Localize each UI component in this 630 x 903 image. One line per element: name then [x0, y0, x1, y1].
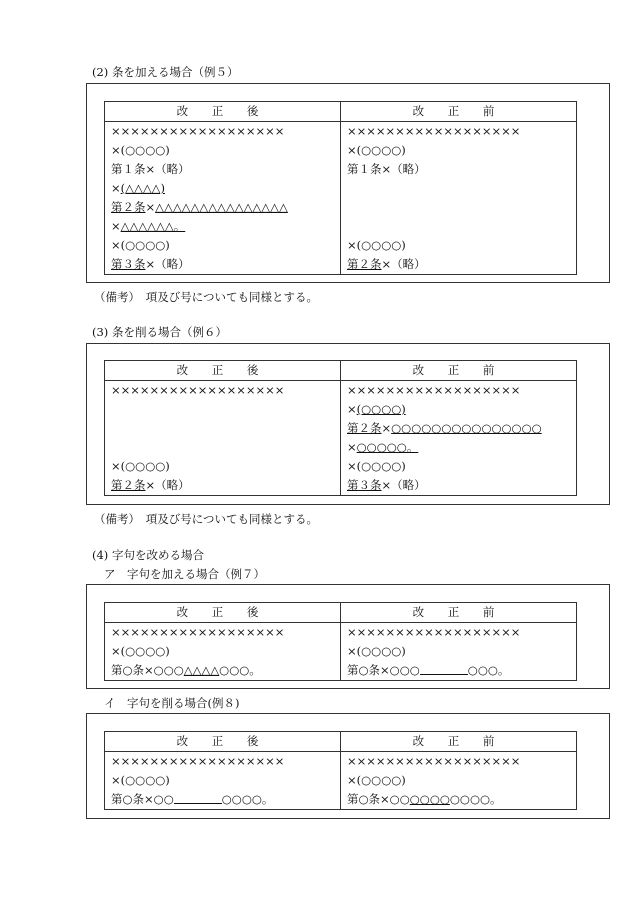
cell-text: ×(○○○○) — [347, 644, 406, 658]
underlined-text: 第３条 — [111, 257, 146, 271]
cell-after — [105, 771, 341, 790]
cell-after — [105, 438, 341, 457]
table-row — [105, 771, 577, 790]
column-header-before: 改 正 前 — [341, 732, 577, 752]
cell-before — [341, 141, 577, 160]
section-2-comparison-table — [104, 101, 577, 275]
cell-text: ×(○○○○) — [111, 143, 170, 157]
cell-text: 第１条×（略） — [111, 162, 190, 176]
table-row — [105, 790, 577, 810]
cell-before — [341, 122, 577, 142]
cell-after — [105, 457, 341, 476]
cell-before — [341, 179, 577, 198]
cell-text: ×（略） — [145, 478, 190, 492]
cell-before — [341, 381, 577, 401]
column-header-after: 改 正 後 — [105, 603, 341, 623]
cell-before — [341, 771, 577, 790]
cell-after — [105, 642, 341, 661]
cell-after — [105, 217, 341, 236]
cell-before — [341, 419, 577, 438]
column-header-before: 改 正 前 — [341, 102, 577, 122]
cell-after — [105, 419, 341, 438]
cell-before — [341, 255, 577, 275]
column-header-after: 改 正 後 — [105, 361, 341, 381]
table-row — [105, 752, 577, 772]
cell-text: ×××××××××××××××××× — [111, 625, 285, 639]
cell-before — [341, 438, 577, 457]
cell-text: ×××××××××××××××××× — [111, 754, 285, 768]
table-row — [105, 217, 577, 236]
cell-after — [105, 623, 341, 643]
cell-after — [105, 122, 341, 142]
cell-text: ○○○○。 — [221, 792, 274, 806]
underlined-text: (○○○○) — [356, 402, 406, 416]
cell-after — [105, 476, 341, 496]
cell-text: ×××××××××××××××××× — [111, 383, 285, 397]
table-row — [105, 236, 577, 255]
underlined-text: ○○○○○。 — [356, 440, 419, 454]
underlined-text: 第２条 — [347, 257, 382, 271]
cell-before — [341, 790, 577, 810]
cell-after — [105, 236, 341, 255]
cell-text: ×(○○○○) — [111, 773, 170, 787]
underlined-text: 第３条 — [347, 478, 382, 492]
section-2-heading: (2) 条を加える場合（例５） — [92, 65, 239, 79]
cell-text: ○○○○。 — [449, 792, 502, 806]
table-row — [105, 457, 577, 476]
section-4b-comparison-table — [104, 731, 577, 810]
cell-text: × — [381, 421, 392, 435]
cell-text: ×××××××××××××××××× — [347, 383, 521, 397]
column-header-after: 改 正 後 — [105, 102, 341, 122]
cell-after — [105, 752, 341, 772]
cell-text: ×(○○○○) — [111, 459, 170, 473]
cell-text: 第○条×○○○ — [347, 663, 420, 677]
cell-before — [341, 400, 577, 419]
section-2-note: （備考） 項及び号についても同様とする。 — [94, 290, 319, 304]
cell-after — [105, 198, 341, 217]
cell-text: 第１条×（略） — [347, 162, 426, 176]
cell-text: × — [347, 402, 357, 416]
table-row — [105, 122, 577, 142]
section-4a-subheading: ア 字句を加える場合（例７） — [104, 567, 265, 581]
table-row — [105, 661, 577, 681]
underlined-text: 第２条 — [347, 421, 382, 435]
cell-text: ×××××××××××××××××× — [111, 124, 285, 138]
section-4b-heading: イ 字句を削る場合(例８) — [104, 696, 240, 710]
section-3-heading: (3) 条を削る場合（例６） — [92, 325, 227, 339]
table-row — [105, 255, 577, 275]
insertion-blank — [420, 662, 468, 675]
cell-after — [105, 141, 341, 160]
underlined-text: △△△△△△△△△△△△△△△ — [155, 200, 288, 214]
cell-text: × — [111, 219, 121, 233]
cell-before — [341, 623, 577, 643]
cell-after — [105, 400, 341, 419]
cell-text: ×(○○○○) — [347, 773, 406, 787]
cell-after — [105, 790, 341, 810]
cell-text: × — [111, 181, 121, 195]
cell-text: ×（略） — [381, 257, 426, 271]
cell-text: 第○条×○○○ — [111, 663, 184, 677]
cell-before — [341, 198, 577, 217]
column-header-before: 改 正 前 — [341, 361, 577, 381]
cell-text: ×××××××××××××××××× — [347, 124, 521, 138]
cell-text: ×(○○○○) — [111, 644, 170, 658]
cell-before — [341, 661, 577, 681]
table-row — [105, 381, 577, 401]
cell-text: 第○条×○○ — [111, 792, 174, 806]
cell-text: ×(○○○○) — [111, 238, 170, 252]
table-row — [105, 642, 577, 661]
table-row — [105, 141, 577, 160]
table-row — [105, 476, 577, 496]
cell-text: ×(○○○○) — [347, 143, 406, 157]
cell-after — [105, 179, 341, 198]
cell-before — [341, 217, 577, 236]
underlined-text: 第２条 — [111, 200, 146, 214]
underlined-text: △△△△△△。 — [120, 219, 186, 233]
column-header-before: 改 正 前 — [341, 603, 577, 623]
cell-before — [341, 236, 577, 255]
cell-text: ○○○。 — [467, 663, 510, 677]
cell-text: ×（略） — [381, 478, 426, 492]
cell-text: ×××××××××××××××××× — [347, 625, 521, 639]
cell-text: ×(○○○○) — [347, 238, 406, 252]
cell-after — [105, 160, 341, 179]
table-row — [105, 438, 577, 457]
cell-text: ×(○○○○) — [347, 459, 406, 473]
cell-text: × — [347, 440, 357, 454]
insertion-blank — [174, 791, 222, 804]
section-3-comparison-table — [104, 360, 577, 496]
underlined-text: 第２条 — [111, 478, 146, 492]
section-4a-comparison-table — [104, 602, 577, 681]
underlined-text: ○○○○○○○○○○○○○○○ — [391, 421, 542, 435]
cell-after — [105, 381, 341, 401]
cell-text: ×（略） — [145, 257, 190, 271]
table-row — [105, 179, 577, 198]
cell-text: × — [145, 200, 156, 214]
cell-after — [105, 661, 341, 681]
cell-before — [341, 642, 577, 661]
cell-text: 第○条×○○ — [347, 792, 410, 806]
cell-after — [105, 255, 341, 275]
section-3-note: （備考） 項及び号についても同様とする。 — [94, 512, 319, 526]
table-row — [105, 160, 577, 179]
table-row — [105, 400, 577, 419]
cell-before — [341, 476, 577, 496]
cell-before — [341, 457, 577, 476]
cell-text: ×××××××××××××××××× — [347, 754, 521, 768]
column-header-after: 改 正 後 — [105, 732, 341, 752]
section-4-heading: (4) 字句を改める場合 — [92, 548, 204, 562]
underlined-text: ○○○○ — [409, 792, 450, 806]
table-row — [105, 623, 577, 643]
table-row — [105, 419, 577, 438]
cell-before — [341, 160, 577, 179]
table-row — [105, 198, 577, 217]
underlined-text: (△△△△) — [120, 181, 165, 195]
cell-text: ○○○。 — [219, 663, 261, 677]
cell-before — [341, 752, 577, 772]
underlined-text: △△△△ — [183, 663, 220, 677]
